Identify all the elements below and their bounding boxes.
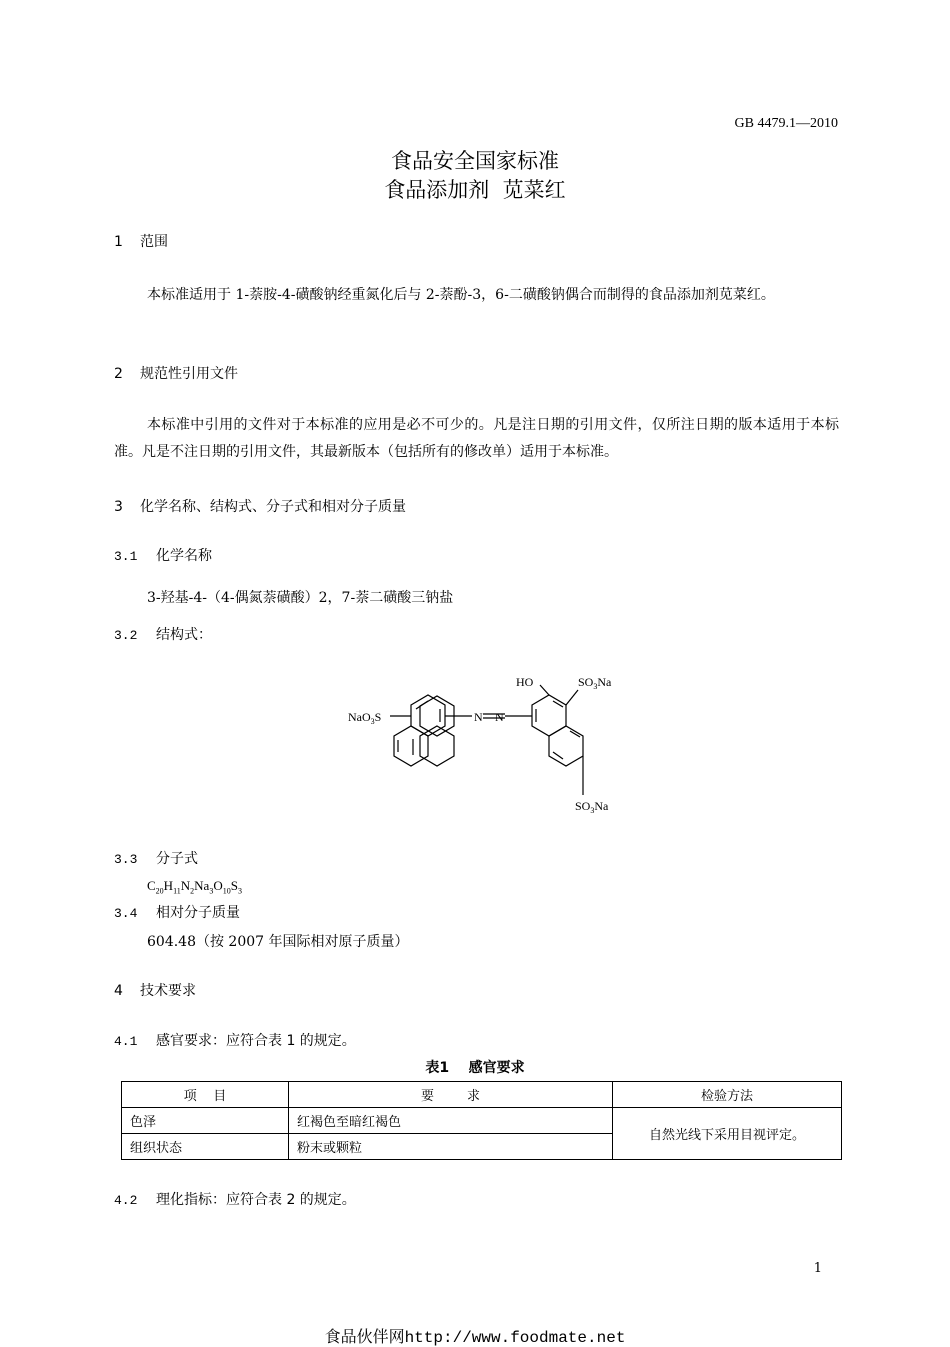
section-number: 1 — [114, 234, 123, 250]
section-title: 化学名称、结构式、分子式和相对分子质量 — [140, 499, 406, 515]
section-title: 技术要求 — [140, 983, 196, 999]
chemical-name: 3-羟基-4-（4-偶氮萘磺酸）2，7-萘二磺酸三钠盐 — [147, 590, 454, 606]
section-number: 3 — [114, 499, 123, 515]
section-title: 相对分子质量 — [156, 905, 240, 921]
element-count: 3 — [237, 886, 242, 896]
section-title: 规范性引用文件 — [140, 366, 238, 382]
element-symbol: S — [230, 878, 238, 893]
section-1-text: 本标准适用于 1-萘胺-4-磺酸钠经重氮化后与 2-萘酚-3，6-二磺酸钠偶合而制得的食品添加剂苋菜红。 — [147, 287, 775, 303]
section-3-heading — [114, 496, 406, 516]
structural-formula — [340, 665, 640, 825]
table-1-caption: 表1 感官要求 — [425, 1060, 525, 1076]
footer-site-name: 食品伙伴网 — [324, 1327, 405, 1346]
section-4-heading — [114, 980, 196, 1000]
section-3-2-heading — [114, 624, 212, 644]
element-symbol: Na — [194, 878, 210, 893]
element-symbol: H — [163, 878, 174, 893]
element-count: 20 — [155, 886, 164, 896]
label-azo-n2: N — [495, 710, 504, 724]
section-number: 3.4 — [114, 906, 138, 921]
element-symbol: C — [147, 878, 156, 893]
table-cell: 粉末或颗粒 — [289, 1134, 613, 1160]
section-4-1-heading — [114, 1030, 356, 1050]
element-symbol: O — [213, 878, 223, 893]
table-cell-method: 自然光线下采用目视评定。 — [613, 1108, 842, 1160]
section-title: 分子式 — [156, 851, 198, 867]
table-header-row — [122, 1082, 842, 1108]
table-cell: 色泽 — [122, 1108, 289, 1134]
section-3-4-heading — [114, 902, 240, 922]
section-number: 4.1 — [114, 1034, 138, 1049]
section-number: 4.2 — [114, 1193, 138, 1208]
section-title: 范围 — [140, 234, 168, 250]
section-title: 感官要求：应符合表 1 的规定。 — [156, 1033, 356, 1049]
molecular-mass: 604.48（按 2007 年国际相对原子质量） — [147, 934, 409, 950]
section-number: 2 — [114, 366, 123, 382]
table-header-cell: 检验方法 — [613, 1082, 842, 1108]
element-count: 3 — [209, 886, 214, 896]
section-1-heading — [114, 231, 168, 251]
table-header-cell: 要 求 — [289, 1082, 613, 1108]
section-number: 3.2 — [114, 628, 138, 643]
section-title: 结构式： — [156, 627, 212, 643]
section-2-text: 本标准中引用的文件对于本标准的应用是必不可少的。凡是注日期的引用文件，仅所注日期的版本适用于本标准。凡是不注日期的引用文件，其最新版本（包括所有的修改单）适用于本标准。 — [114, 417, 839, 460]
label-azo-n1: N — [474, 710, 483, 724]
footer-url[interactable]: http://www.foodmate.net — [404, 1329, 626, 1347]
section-number: 4 — [114, 983, 123, 999]
section-2-heading — [114, 363, 238, 383]
section-number: 3.3 — [114, 852, 138, 867]
element-symbol: N — [180, 878, 191, 893]
label-so3na-top: $SO_3Na$ — [578, 675, 612, 691]
table-cell: 组织状态 — [122, 1134, 289, 1160]
element-count: 10 — [222, 886, 231, 896]
label-nao3s: NaO$_3$S — [348, 710, 382, 726]
section-3-1-heading — [114, 545, 212, 565]
section-number: 3.1 — [114, 549, 138, 564]
table-1 — [121, 1081, 842, 1160]
standard-number: GB 4479.1—2010 — [734, 116, 838, 131]
document-title-line2: 食品添加剂 苋菜红 — [384, 178, 566, 202]
document-title-line1: 食品安全国家标准 — [391, 149, 559, 173]
section-4-2-heading — [114, 1189, 356, 1209]
table-header-cell: 项 目 — [122, 1082, 289, 1108]
label-so3na-bottom: $SO_3Na$ — [575, 799, 609, 815]
molecular-formula — [147, 878, 242, 896]
label-ho: HO — [516, 675, 534, 689]
element-count: 2 — [190, 886, 195, 896]
table-cell: 红褐色至暗红褐色 — [289, 1108, 613, 1134]
section-title: 理化指标：应符合表 2 的规定。 — [156, 1192, 356, 1208]
section-3-3-heading — [114, 848, 198, 868]
element-count: 11 — [173, 886, 181, 896]
table-row — [122, 1108, 842, 1134]
section-title: 化学名称 — [156, 548, 212, 564]
page-number: 1 — [813, 1261, 822, 1276]
